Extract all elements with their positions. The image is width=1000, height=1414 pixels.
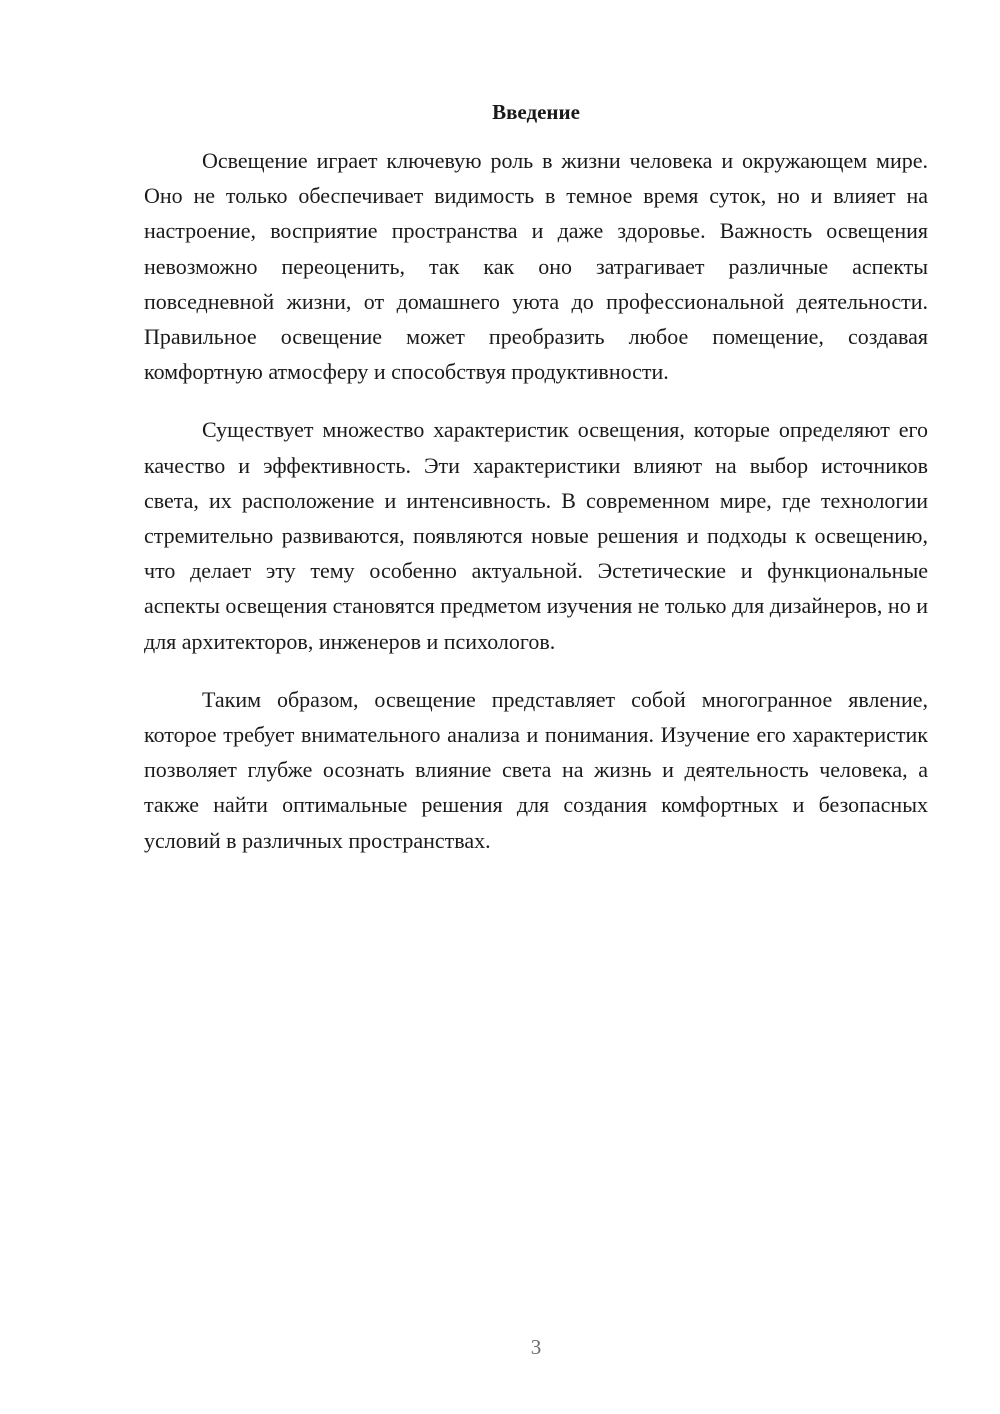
paragraph-2: Существует множество характеристик освещения, которые определяют его качество и эффективность. Эти характеристики влияют на выбор источников света, их расположение и интенсивность. В современном мире, где технологии стремительно развиваются, появляются новые решения и подходы к освещению, что делает эту тему особенно актуальной. Эстетические и функциональные аспекты освещения становятся предметом изучения не только для дизайнеров, но и для архитекторов, инженеров и психологов. (144, 417, 928, 654)
body-text (144, 143, 928, 881)
section-heading: Введение (492, 100, 580, 124)
paragraph-1: Освещение играет ключевую роль в жизни человека и окружающем мире. Оно не только обеспечивает видимость в темное время суток, но и влияет на настроение, восприятие пространства и даже здоровье. Важность освещения невозможно переоценить, так как оно затрагивает различные аспекты повседневной жизни, от домашнего уюта до профессиональной деятельности. Правильное освещение может преобразить любое помещение, создавая комфортную атмосферу и способствуя продуктивности. (144, 148, 928, 385)
page-number: 3 (530, 1335, 542, 1359)
paragraph-3: Таким образом, освещение представляет собой многогранное явление, которое требует внимательного анализа и понимания. Изучение его характеристик позволяет глубже осознать влияние света на жизнь и деятельность человека, а также найти оптимальные решения для создания комфортных и безопасных условий в различных пространствах. (144, 686, 928, 853)
